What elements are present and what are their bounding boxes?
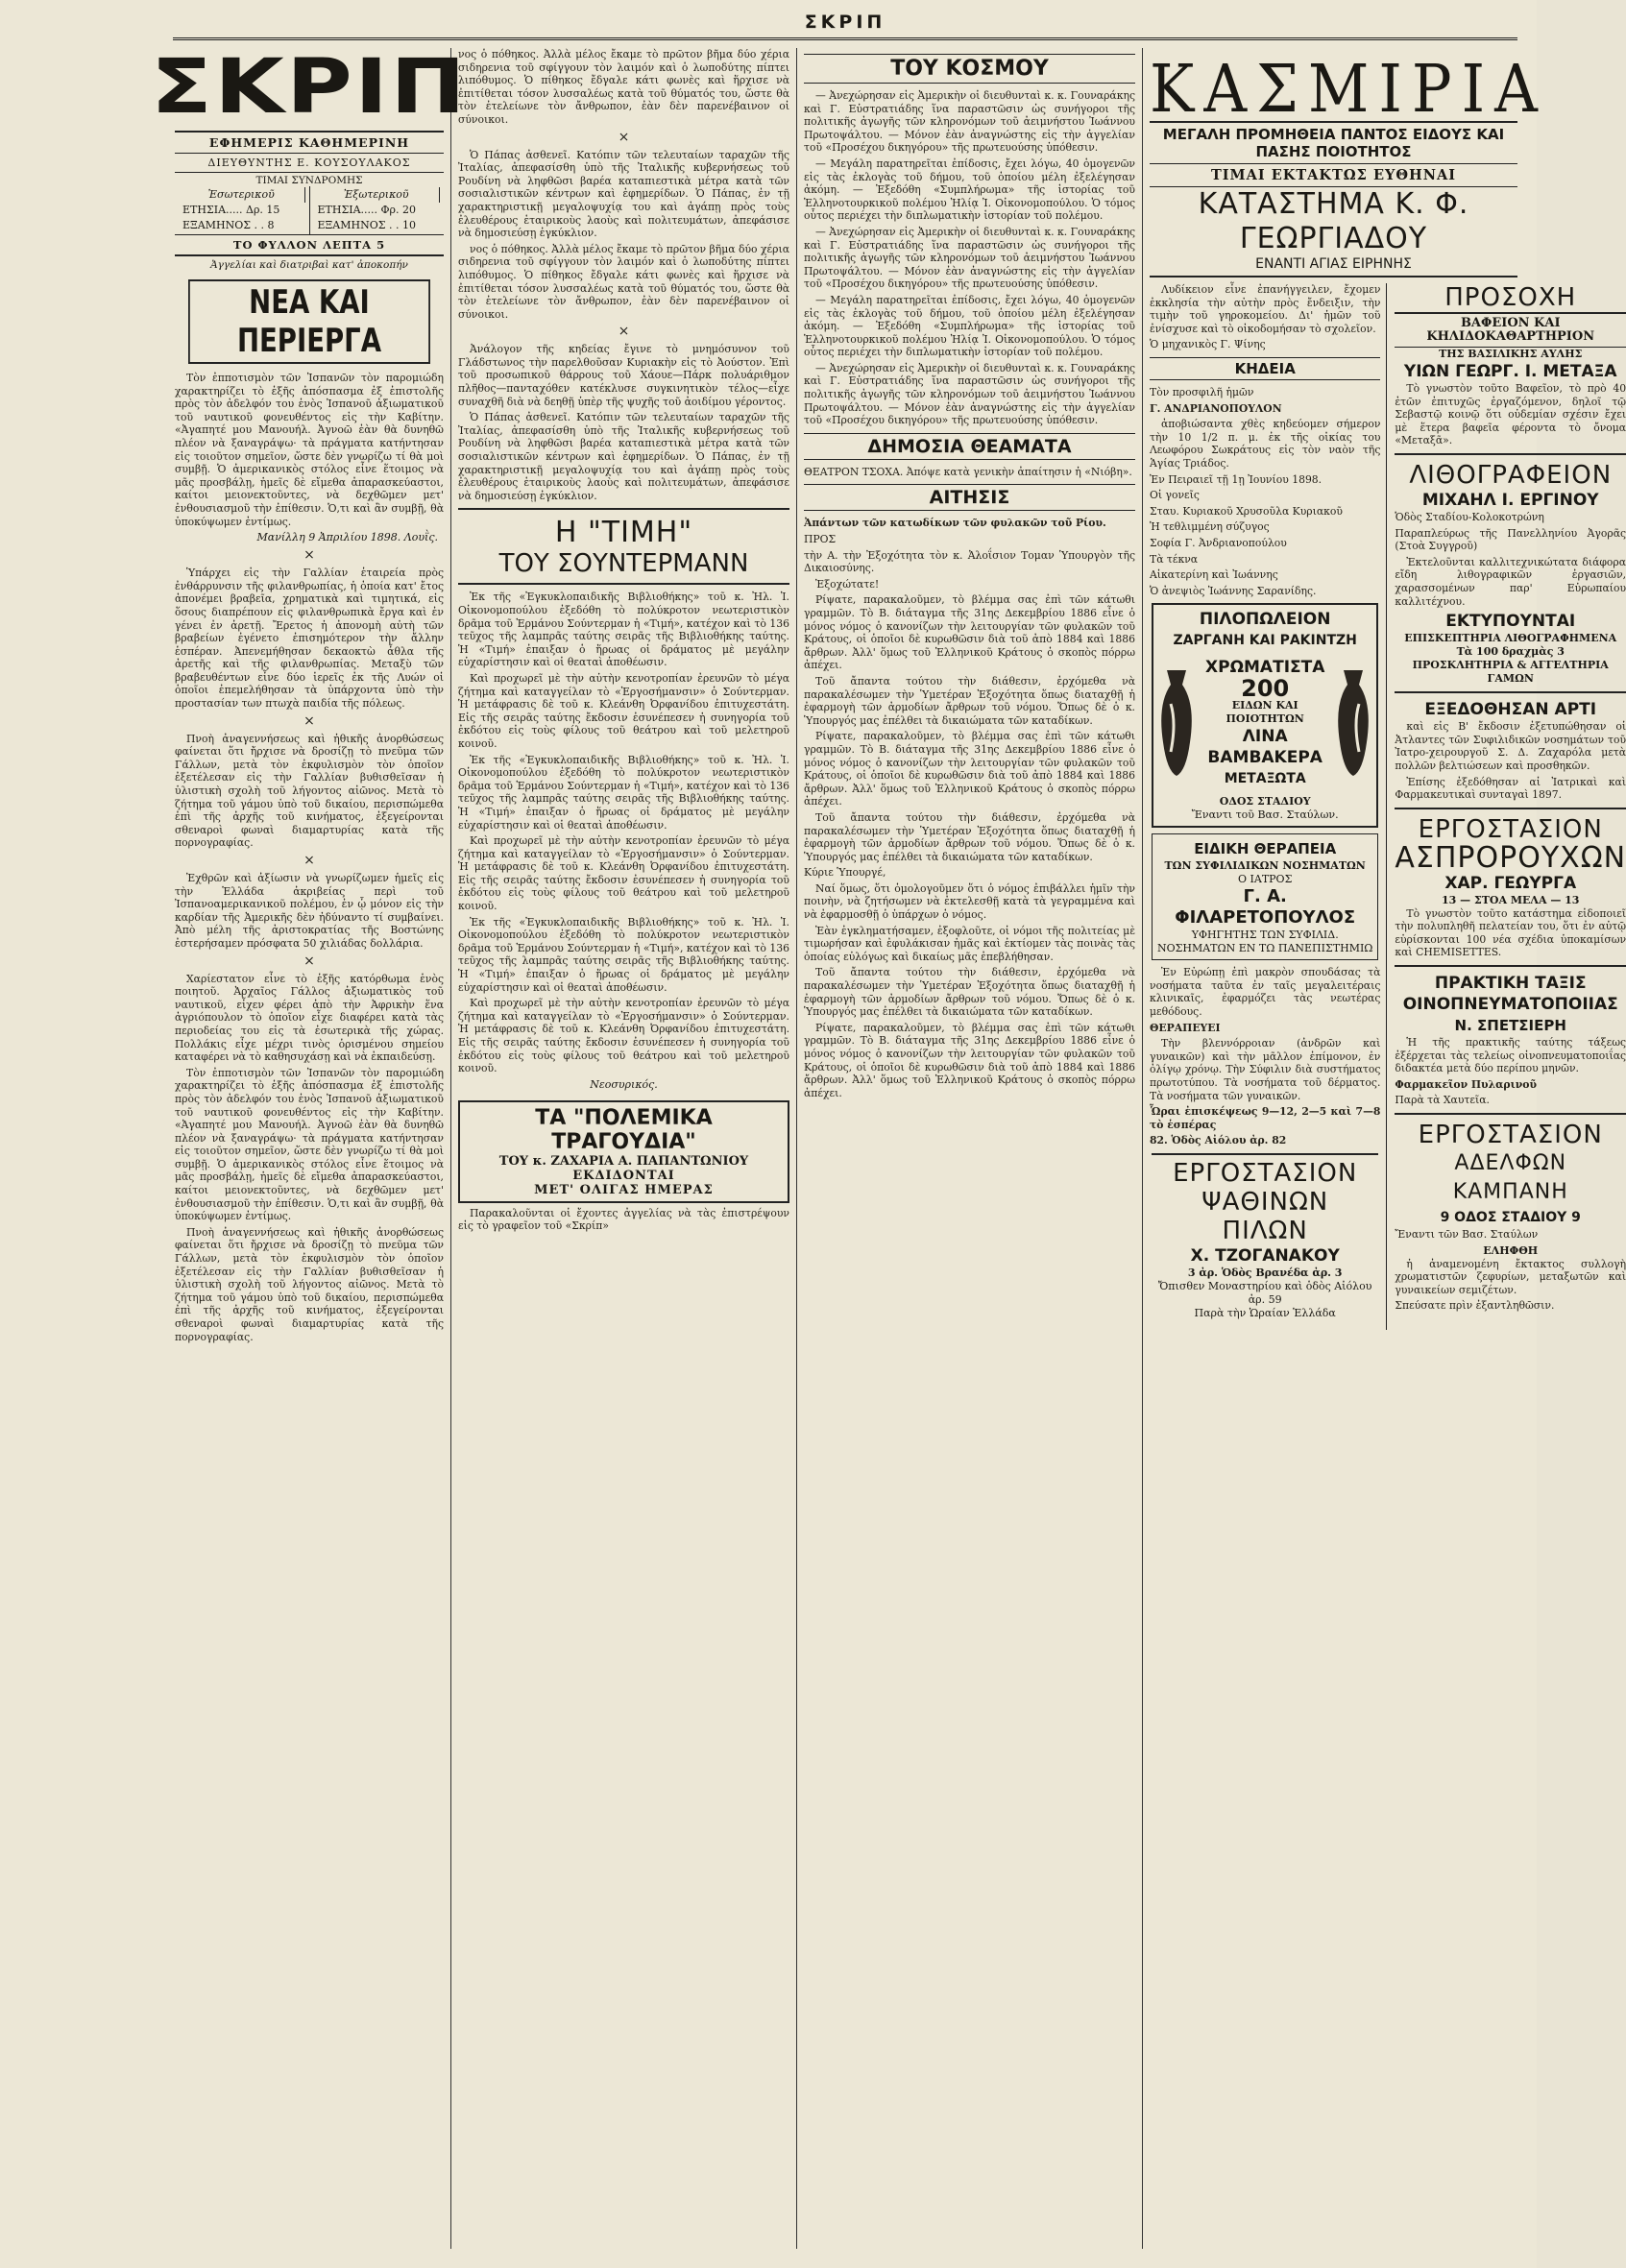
ad-address: ΟΔΟΣ ΣΤΑΔΙΟΥ [1219,795,1311,808]
ad-kasmiria-prices: ΤΙΜΑΙ ΕΚΤΑΚΤΩΣ ΕΥΘΗΝΑΙ [1150,164,1517,187]
ad-adelf-title: ΕΡΓΟΣΤΑΣΙΟΝ [1418,1121,1603,1150]
column-1 [150,44,469,2249]
section-heading-spectacles: ΔΗΜΟΣΙΑ ΘΕΑΜΑΤΑ [804,433,1135,460]
article-paragraph: Πνοὴ ἀναγεννήσεως καὶ ἠθικῆς ἀνορθώσεως φαίνεται ὅτι ἤρχισε νὰ δροσίζῃ τὸ πνεῦμα τῶν Γάλλων, μετὰ τὸν ἐκφυλισμὸν τὸν ὁποῖον ἐξετέλεσαν εἰς τὴν Γαλλίαν βυθισθεῖσαν ἡ ὑλιστικὴ σχολὴ τοῦ λήγοντος αἰῶνος. Μετὰ τὸ ζήτημα τοῦ γάμου ὑπὸ τοῦ δικαίου, περισπώμεθα ἐπὶ τῆς ἀρχῆς τοῦ κινήματος, ἐξεγείρονται σθεναροὶ φωναὶ διαμαρτυρίας κατὰ τῆς πορνογραφίας. [175,732,444,850]
vase-icon [1157,665,1196,781]
ad-text: Παρὰ τὰ Χαυτεῖα. [1395,1094,1490,1107]
ad-line: 200 [1241,675,1290,703]
ad-line: 3 ἀρ. Ὁδὸς Βρανέδα ἀρ. 3 [1187,1267,1343,1279]
ads-left [1150,283,1387,1330]
ad-text: Τὴν βλεννόρροιαν (ἀνδρῶν καὶ γυναικῶν) καὶ τὴν μᾶλλον ἐπίμονον, ἐν ὀλίγῳ χρόνῳ. Τὴν Σύφιλιν διὰ συστήματος πρωτοτύπου. Τὰ νοσήματα τοῦ δέρματος. Τὰ νοσήματα τῶν γυναικῶν. [1150,1037,1381,1102]
separator-cross: × [618,324,630,340]
petition-salutation-2: Κύριε Ὑπουργέ, [804,866,886,880]
price-outer-annual: ΕΤΗΣΙΑ..... Φρ. 20 [317,204,416,216]
ad-vase-block [1157,657,1372,789]
ad-litho-line: Τὰ 100 δραχμὰς 3 [1456,645,1565,659]
ads-split [1150,283,1626,1330]
ad-line: Ὄπισθεν Μοναστηρίου καὶ ὁδὸς Αἰόλου ἀρ. 59 [1157,1280,1372,1306]
article-paragraph: Καὶ προχωρεῖ μὲ τὴν αὐτὴν κενοτροπίαν ἐρευνῶν τὸ μέγα ζήτημα καὶ καταγγείλαν τὸ «Ἐργοσήμανσιν» ὁ Σούντερμαν. Ἡ μετάφρασις δὲ τοῦ κ. Κλεάνθη Ὀρφανίδου ἐπιτυχεστάτη. Εἰς τῆς σειρᾶς ταύτης ἔκδοσιν ἐσυνέπεσεν ἡ συνηγορία τοῦ ἐκδότου εἰς τοὺς φίλους τοῦ θεάτρου καὶ τοῦ μελετηροῦ κοινοῦ. [458,834,789,913]
article-paragraph: νος ὁ πόθηκος. Ἀλλὰ μέλος ἔκαμε τὸ πρῶτον βῆμα δύο χέρια σιδηρενια τοῦ σφίγγουν τὸν λαιμόν καὶ ὁ λωποδύτης πίπτει λιπόθυμος. Ὁ πίθηκος ἔδγαλε κάτι φωνὲς καὶ ἥρχισε νὰ ἐπιτίθεται τόσον λυσσαλέως κατὰ τοῦ θύματός του, ὥστε θὰ τὸν ἐτελείωνε τὸν ἄνθρωπον, ἐὰν δὲν παρενέβαινον οἱ σύνοικοι. [458,242,789,321]
ad-line: ΕΙΔΩΝ ΚΑΙ ΠΟΙΟΤΗΤΩΝ [1226,699,1304,726]
ad-adelf-owner: ΑΔΕΛΦΩΝ ΚΑΜΠΑΝΗ [1452,1151,1568,1205]
funeral-line: Οἱ γονεῖς [1150,489,1200,502]
ad-litho-line: ΕΚΤΥΠΟΥΝΤΑΙ [1445,612,1576,632]
article-signature: Μανίλλη 9 Ἀπριλίου 1898. Λουῒς. [256,531,438,544]
article-paragraph: — Μεγάλη παρατηρεῖται ἐπίδοσις, ἔχει λόγω, 40 ὁμογενῶν εἰς τὰς ἐκλογὰς τοῦ δήμου, τοῦ ὁποίου μέλη ἐξελέγησαν ἀκόμη. — Ἐξεδόθη «Συμπλήρωμα» τῆς ἱστορίας τοῦ Ἑλληνοτουρκικοῦ πολέμου Ἠλίᾳ Ἰ. Οἰκονομοπούλου. Ὁ τόμος οὗτος περιέχει τὴν διπλωματικὴν ἱστορίαν τοῦ πολέμου. [804,293,1135,359]
price-inner-half: ΕΞΑΜΗΝΟΣ . . 8 [182,219,275,231]
ad-vase-text [1205,657,1324,789]
funeral-line: Τὰ τέκνα [1150,552,1199,566]
masthead-title: ΣΚΡΙΠ [150,44,469,131]
ad-therapy [1152,833,1378,960]
article-paragraph: Ρίψατε, παρακαλοῦμεν, τὸ βλέμμα σας ἐπὶ τῶν κάτωθι γραμμῶν. Τὸ Β. διάταγμα τῆς 31ης Δεκεμβρίου 1886 εἶνε ὁ μόνος νόμος ὁ κανονίζων τὴν λειτουργίαν τῶν φυλακῶν τοῦ Κράτους, οἱ ὁποῖοι δὲ κυρωθῶσιν διὰ τοῦ ἀπὸ 1884 καὶ 1886 ἄρθρων. Ἀλλ' ὅμως τοῦ Ἑλληνικοῦ Κράτους ὁ σκοπὸς πόρρω ἀπέχει. [804,1021,1135,1099]
article-heading: Η "ΤΙΜΗ" [554,516,693,550]
ad-prakt-title: ΠΡΑΚΤΙΚΗ ΤΑΞΙΣ [1434,974,1587,994]
ad-line: ΤΩΝ ΣΥΦΙΛΙΔΙΚΩΝ ΝΟΣΗΜΑΤΩΝ [1164,859,1366,873]
article-paragraph: Ναί ὅμως, ὅτι ὁμολογοῦμεν ὅτι ὁ νόμος ἐπιβάλλει ἡμῖν τὴν ποινὴν, νὰ ζητήσωμεν νὰ ἐκτελεσθῇ κατὰ τὰ γεγραμμένα καὶ νὰ ἐφαρμοσθῇ ὁ ὑπάρχων ὁ νόμος. [804,881,1135,922]
ad-text: Ὁδὸς Σταδίου-Κολοκοτρώνη [1395,510,1544,523]
section-heading-world: ΤΟΥ ΚΟΣΜΟΥ [804,54,1135,84]
vase-icon [1334,665,1372,781]
price-outer-half: ΕΞΑΜΗΝΟΣ . . 10 [317,219,416,231]
ad-dyers: ΒΑΦΕΙΟΝ ΚΑΙ ΚΗΛΙΔΟΚΑΘΑΡΤΗΡΙΟΝ [1395,314,1626,348]
article-paragraph: — Μεγάλη παρατηρεῖται ἐπίδοσις, ἔχει λόγω, 40 ὁμογενῶν εἰς τὰς ἐκλογὰς τοῦ δήμου, τοῦ ὁποίου μέλη ἐξελέγησαν ἀκόμη. — Ἐξεδόθη «Συμπλήρωμα» τῆς ἱστορίας τοῦ Ἑλληνοτουρκικοῦ πολέμου Ἠλίᾳ Ἰ. Οἰκονομοπούλου. Ὁ τόμος οὗτος περιέχει τὴν διπλωματικὴν ἱστορίαν τοῦ πολέμου. [804,157,1135,223]
banner-announcement [458,1100,789,1203]
article-paragraph: Ὑπάρχει εἰς τὴν Γαλλίαν ἑταιρεία πρὸς ἐνθάρρυνσιν τῆς φιλανθρωπίας, ἡ ὁποία κατ' ἔτος ἀπονέμει βραβεῖα, χρηματικὰ καὶ τιμητικά, εἰς ὅσους διαπρέπουν εἰς φιλανθρωπικὰ ἔργα καὶ ἐν γένει ἐν ἀρετῇ. Ἔρετος ἡ ἀπονομὴ αὐτὴ τῶν βραβείων ἐγένετο ἐπισημότερον τὴν ἄλλην ἑσπέραν. Ἀπενεμήθησαν δεκαοκτὼ ἆθλα τῆς ἀρετῆς καὶ τῆς φιλανθρωπίας. Μεταξὺ τῶν βραβευθέντων εἶνε δύο ἱερεῖς ἐκ τῆς Λυών οἱ ὁποῖοι ἐπεμελήθησαν τὰ ὑπάρχοντα ὑπὸ τὴν προστασίαν των πτωχὰ παιδία τῆς πόλεως. [175,567,444,711]
ad-kasmiria-title: ΚΑΣΜΙΡΙΑ [1150,50,1547,128]
ad-adelf-address: 9 ΟΔΟΣ ΣΤΑΔΙΟΥ 9 [1440,1210,1581,1226]
ad-text: Παραπλεύρως τῆς Πανελληνίου Ἀγορᾶς (Στοὰ Συγγροῦ) [1395,526,1626,553]
article-paragraph: Ἀνάλογον τῆς κηδείας ἔγινε τὸ μνημόσυνον τοῦ Γλάδστωνος τὴν παρελθοῦσαν Κυριακὴν εἰς τὸ Ἀούστον. Ἐπὶ τοῦ προσωπικοῦ θάρρους τοῦ Χάουε—Πάρκ πολυάριθμον πλῆθος—πανταχόθεν κατέκλυσε συγκινητικὸν τέλος—εἶχε συναχθῆ διὰ νὰ δεηθῇ ὑπὲρ τῆς ψυχῆς τοῦ ἀοιδίμου γέροντος. [458,343,789,408]
ad-owners: ΖΑΡΓΑΝΗ ΚΑΙ ΡΑΚΙΝΤΖΗ [1173,633,1357,649]
ad-aspro-title: ΕΡΓΟΣΤΑΣΙΟΝ [1418,814,1603,844]
divider [1395,453,1626,455]
ad-line: ΛΙΝΑ [1242,727,1288,747]
column-4-ads [1150,48,1626,2249]
running-head-title: ΣΚΡΙΠ [804,12,886,33]
banner-status: ΕΚΔΙΔΟΝΤΑΙ [572,1168,675,1183]
ad-kasmiria-store: ΚΑΤΑΣΤΗΜΑ Κ. Φ. ΓΕΩΡΓΙΑΔΟΥ [1198,187,1469,255]
article-paragraph: νος ὁ πόθηκος. Ἀλλὰ μέλος ἔκαμε τὸ πρῶτον βῆμα δύο χέρια σιδηρενια τοῦ σφίγγουν τὸν λαιμόν καὶ ὁ λωποδύτης πίπτει λιπόθυμος. Ὁ πίθηκος ἔδγαλε κάτι φωνὲς καὶ ἥρχισε νὰ ἐπιτίθεται τόσον λυσσαλέως κατὰ τοῦ θύματός του, ὥστε θὰ τὸν ἐτελείωνε τὸν ἄνθρωπον, ἐὰν δὲν παρενέβαινον οἱ σύνοικοι. [458,48,789,126]
ad-title: ΕΡΓΟΣΤΑΣΙΟΝ [1173,1159,1358,1188]
article-paragraph: Καὶ προχωρεῖ μὲ τὴν αὐτὴν κενοτροπίαν ἐρευνῶν τὸ μέγα ζήτημα καὶ καταγγείλαν τὸ «Ἐργοσήμανσιν» ὁ Σούντερμαν. Ἡ μετάφρασις δὲ τοῦ κ. Κλεάνθη Ὀρφανίδου ἐπιτυχεστάτη. Εἰς τῆς σειρᾶς ταύτης ἔκδοσιν ἐσυνέπεσεν ἡ συνηγορία τοῦ ἐκδότου εἰς τοὺς φίλους τοῦ θεάτρου καὶ τοῦ μελετηροῦ κοινοῦ. [458,997,789,1075]
column-3 [804,48,1135,2249]
ad-text: Φαρμακεῖον Πυλαρινοῦ [1395,1077,1537,1091]
article-paragraph: — Ἀνεχώρησαν εἰς Ἀμερικὴν οἱ διευθυνταὶ κ. κ. Γουναράκης καὶ Γ. Εὐστρατιάδης ἵνα παραστῶσιν ὡς συνήγοροι τῆς πολιτικῆς ἀγωγῆς τῶν κληρονόμων τοῦ ἀειμνήστου Ἰωάννου Πρωτοψάλτου. — Μόνον ἐὰν ἀναγνώστης εἰς τὴν ἀγγελίαν τοῦ «Προσέχου δικηγόρου» τῆς πρωτευούσης ὑπόθεσιν. [804,361,1135,427]
column-rule [1142,48,1143,2249]
masthead-director: ΔΙΕΥΘΥΝΤΗΣ Ε. ΚΟΥΣΟΥΛΑΚΟΣ [175,154,444,173]
article-paragraph: Χαρίεστατον εἶνε τὸ ἑξῆς κατόρθωμα ἑνὸς ποιητοῦ. Ἀρχαῖος Γάλλος ἀξιωματικὸς τοῦ ναυτικοῦ, εἶχεν φέρει ἀπὸ τὴν Ἀφρικὴν ἕνα ἀγριόπουλον τὸ ὁποῖον εἶχε διαφέρει κατὰ τὰς περιοδείας του εἰς τὰ ἐσωτερικὰ τῆς χώρας. Πολλάκις εἶχε μέχρι τινὸς ὁρισμένου σημείου καταφέρει νὰ τὸ καθησυχάσῃ καὶ νὰ ἐκπαιδεύσῃ. [175,972,444,1064]
article-paragraph: Ἐκ τῆς «Ἐγκυκλοπαιδικῆς Βιβλιοθήκης» τοῦ κ. Ἠλ. Ἰ. Οἰκονομοπούλου ἐξεδόθη τὸ πολύκροτον νεωτεριστικὸν δρᾶμα τοῦ Ἑρμάνου Σούντερμαν ἡ «Τιμή», κατέχον καὶ τὸ 136 τεῦχος τῆς λαμπρᾶς ταύτης σειρᾶς τῆς Βιβλιοθήκης ταύτης. Ἡ «Τιμή» ἐπαιξαν ὁ ἥρωας οἱ δράματος μὲ μεγάλην εὐχαρίστησιν καὶ οἱ θεαταὶ ἀποθέωσιν. [458,915,789,994]
ad-kasmiria-address: ΕΝΑΝΤΙ ΑΓΙΑΣ ΕΙΡΗΝΗΣ [1150,256,1517,277]
ad-hats-factory [1152,1153,1378,1324]
ad-owner: Χ. ΤΖΟΓΑΝΑΚΟΥ [1190,1246,1340,1266]
column-2 [458,48,789,2249]
ad-text: 82. Ὁδὸς Αἰόλου ἀρ. 82 [1150,1134,1287,1147]
separator-cross: × [303,547,315,564]
ad-line: Ο ΙΑΤΡΟΣ [1238,873,1293,886]
ad-text: Ὧραι ἐπισκέψεως 9—12, 2—5 καὶ 7—8 τὸ ἑσπέρας [1150,1105,1381,1131]
article-signature: Νεοσυρικός. [590,1077,658,1091]
price-inner-annual: ΕΤΗΣΙΑ..... Δρ. 15 [182,204,280,216]
ad-text: Ὁ μηχανικὸς Γ. Ψίνης [1150,338,1266,351]
banner-author: ΤΟΥ κ. ΖΑΧΑΡΙΑ Α. ΠΑΠΑΝΤΩΝΙΟΥ [498,1153,749,1169]
article-paragraph: Ρίψατε, παρακαλοῦμεν, τὸ βλέμμα σας ἐπὶ τῶν κάτωθι γραμμῶν. Τὸ Β. διάταγμα τῆς 31ης Δεκεμβρίου 1886 εἶνε ὁ μόνος νόμος ὁ κανονίζων τὴν λειτουργίαν τῶν φυλακῶν τοῦ Κράτους, οἱ ὁποῖοι δὲ κυρωθῶσιν διὰ τοῦ ἀπὸ 1884 καὶ 1886 ἄρθρων. Ἀλλ' ὅμως τοῦ Ἑλληνικοῦ Κράτους ὁ σκοπὸς πόρρω ἀπέχει. [804,593,1135,672]
ad-litho-line: ΕΠΙΣΚΕΠΤΗΡΙΑ ΛΙΘΟΓΡΑΦΗΜΕΝΑ [1404,632,1617,645]
section-heading-petition: ΑΙΤΗΣΙΣ [804,484,1135,511]
price-outer [310,186,445,234]
masthead-subtitle: ΕΦΗΜΕΡΙΣ ΚΑΘΗΜΕΡΙΝΗ [175,131,444,154]
ad-prakt-owner: Ν. ΣΠΕΤΣΙΕΡΗ [1454,1017,1566,1035]
ad-line: ΥΦΗΓΗΤΗΣ ΤΩΝ ΣΥΦΙΛΙΔ. ΝΟΣΗΜΑΤΩΝ ΕΝ ΤΩ ΠΑΝΕΠΙΣΤΗΜΙΩ [1156,929,1373,955]
ad-litho-title: ΛΙΘΟΓΡΑΦΕΙΟΝ [1409,460,1613,490]
ad-doctor: Γ. Α. ΦΙΛΑΡΕΤΟΠΟΥΛΟΣ [1175,886,1356,929]
divider [1395,965,1626,967]
inner-label: Ἐσωτερικοῦ [179,187,305,203]
ad-line: ΒΑΜΒΑΚΕΡΑ [1207,748,1323,768]
funeral-line: Αἰκατερίνη καὶ Ἰωάννης [1150,568,1278,582]
funeral-date: Ἐν Πειραιεῖ τῇ 1ῃ Ἰουνίου 1898. [1150,472,1323,486]
petition-from: Ἀπάντων τῶν κατωδίκων τῶν φυλακῶν τοῦ Ρίου. [804,517,1106,530]
subscription-prices [175,186,444,235]
divider [1395,1113,1626,1115]
section-heading-funeral: ΚΗΔΕΙΑ [1150,357,1380,380]
separator-cross: × [303,712,315,729]
ad-litho-line: ΠΡΟΣΚΛΗΤΗΡΙΑ & ΑΓΓΕΛΤΗΡΙΑ [1412,659,1609,672]
ad-atlas-title: ΕΞΕΔΟΘΗΣΑΝ ΑΡΤΙ [1424,700,1597,720]
funeral-name: Γ. ΑΝΔΡΙΑΝΟΠΟΥΛΟΝ [1150,401,1282,415]
ad-line: ΜΕΤΑΞΩΤΑ [1224,771,1306,787]
article-paragraph: Καὶ προχωρεῖ μὲ τὴν αὐτὴν κενοτροπίαν ἐρευνῶν τὸ μέγα ζήτημα καὶ καταγγείλαν τὸ «Ἐργοσήμανσιν» ὁ Σούντερμαν. Ἡ μετάφρασις δὲ τοῦ κ. Κλεάνθη Ὀρφανίδου ἐπιτυχεστάτη. Εἰς τῆς σειρᾶς ταύτης ἔκδοσιν ἐσυνέπεσεν ἡ συνηγορία τοῦ ἐκδότου εἰς τοὺς φίλους τοῦ θεάτρου καὶ τοῦ μελετηροῦ κοινοῦ. [458,671,789,750]
funeral-line: Τὸν προσφιλῆ ἡμῶν [1150,385,1254,398]
ad-prosoxh: ΠΡΟΣΟΧΗ [1395,283,1626,314]
article-paragraph: Ἐὰν ἐγκληματήσαμεν, ἐξοφλοῦτε, οἱ νόμοι τῆς πολιτείας μὲ τιμωρήσαν καὶ ἐφυλάκισαν ἡμᾶς καὶ ἐκτίομεν τὰς ποινὰς τὰς ὁποίας εὐλόγως καὶ δικαίως μᾶς ἐπεβλήθησαν. [804,924,1135,963]
ad-kasmiria-line: ΜΕΓΑΛΗ ΠΡΟΜΗΘΕΙΑ ΠΑΝΤΟΣ ΕΙΔΟΥΣ ΚΑΙ ΠΑΣΗΣ ΠΟΙΟΤΗΤΟΣ [1150,121,1517,164]
article-paragraph: Ἐκ τῆς «Ἐγκυκλοπαιδικῆς Βιβλιοθήκης» τοῦ κ. Ἠλ. Ἰ. Οἰκονομοπούλου ἐξεδόθη τὸ πολύκροτον νεωτεριστικὸν δρᾶμα τοῦ Ἑρμάνου Σούντερμαν ἡ «Τιμή», κατέχον καὶ τὸ 136 τεῦχος τῆς λαμπρᾶς ταύτης σειρᾶς τῆς Βιβλιοθήκης ταύτης. Ἡ «Τιμή» ἐπαιξαν ὁ ἥρωας οἱ δράματος μὲ μεγάλην εὐχαρίστησιν καὶ οἱ θεαταὶ ἀποθέωσιν. [458,591,789,669]
ad-text: Ἡ τῆς πρακτικῆς ταύτης τάξεως ἐξέρχεται τὰς τελείως οἰνοπνευματοποιΐας διδακτέα μετὰ δύο περίπου μηνῶν. [1395,1036,1626,1075]
ad-aspro-title-2: ΑΣΠΡΟΡΟΥΧΩΝ [1395,840,1626,875]
ad-text: Λυδίκειον εἶνε ἐπανήγγειλεν, ἔχομεν ἐκκλησία τὴν αὐτὴν πρὸς ἔνδειξιν, τὴν τιμὴν τοῦ γηροκομείου. Δι' ἡμῶν τοῦ ἐνίσχυσε καὶ τὸ οἰκοδομήσαν τὸ σχολεῖον. [1150,283,1381,335]
ad-text: Σπεύσατε πρὶν ἐξαντληθῶσιν. [1395,1299,1555,1313]
article-paragraph: Τὸν ἐπποτισμὸν τῶν Ἰσπανῶν τὸν παρομιώδη χαρακτηρίζει τὸ ἑξῆς ἀπόσπασμα ἐξ ἐπιστολῆς πρὸς τὸν ἀδελφόν του ἑνὸς Ἰσπανοῦ ἀξιωματικοῦ τοῦ ναυτικοῦ φονευθέντος εἰς τὴν Καβίτην. «Ἀγαπητέ μου Μανουήλ. Ἀγνοῶ ἐὰν θὰ δυνηθῶ πλέον νὰ ξαναγράψω· τὰ πράγματα κατήντησαν εἰς τοιοῦτον σημεῖον, ὥστε δὲν γνωρίζω τί θὰ μοὶ συμβῇ. Ὁ ἀμερικανικὸς στόλος εἶνε ἕτοιμος νὰ μᾶς προσβάλῃ, ἡμεῖς δὲ εἴμεθα ἀπαρασκεύαστοι, καίτοι μειονεκτοῦντες, νὰ δεχθῶμεν μετ' ἐνθουσιασμοῦ τὴν ἐπίθεσιν. Ὁ,τι καὶ ἂν συμβῇ, θὰ ὑποκύψωμεν ἐντίμως. [175,1066,444,1223]
column-rule [450,48,451,2249]
ad-title: ΨΑΘΙΝΩΝ ΠΙΛΩΝ [1201,1188,1329,1245]
article-paragraph: Τὸν ἐπποτισμὸν τῶν Ἰσπανῶν τὸν παρομιώδη χαρακτηρίζει τὸ ἑξῆς ἀπόσπασμα ἐξ ἐπιστολῆς πρὸς τὸν ἀδελφόν του ἑνὸς Ἰσπανοῦ ἀξιωματικοῦ τοῦ ναυτικοῦ φονευθέντος εἰς τὴν Καβίτην. «Ἀγαπητέ μου Μανουήλ. Ἀγνοῶ ἐὰν θὰ δυνηθῶ πλέον νὰ ξαναγράψω· τὰ πράγματα κατήντησαν εἰς τοιοῦτον σημεῖον, ὥστε δὲν γνωρίζω τί θὰ μοὶ συμβῇ. Ὁ ἀμερικανικὸς στόλος εἶνε ἕτοιμος νὰ μᾶς προσβάλῃ, ἡμεῖς δὲ εἴμεθα ἀπαρασκεύαστοι, καίτοι μειονεκτοῦντες, νὰ δεχθῶμεν μετ' ἐνθουσιασμοῦ τὴν ἐπίθεσιν. Ὁ,τι καὶ ἂν συμβῇ, θὰ ὑποκύψωμεν ἐντίμως. [175,372,444,528]
article-paragraph: Τοῦ ἄπαντα τούτου τὴν διάθεσιν, ἐρχόμεθα νὰ παρακαλέσωμεν τὴν Ὑμετέραν Ἐξοχότητα ὅπως διαταχθῇ ἡ ἐφαρμογὴ τῶν ἀρμοδίων ἄρθρων τοῦ νόμου. Ὅπως δὲ ὁ κ. Ὑπουργός μας ἐπέλθει τὰ δικαιώματα τῶν καταδίκων. [804,674,1135,727]
ads-note: Ἀγγελίαι καὶ διατριβαὶ κατ' ἀποκοπήν [210,259,408,271]
ad-text: Τὸ γνωστὸν τοῦτο Βαφεῖον, τὸ πρὸ 40 ἐτῶν ἐπιτυχῶς ἐργαζόμενον, δηλοῖ τῷ Σεβαστῷ κοινῷ ὅτι οὐδεμίαν σχέσιν ἔχει μὲ ἕτερα βαφεῖα φέροντα τὸ ὄνομα «Μεταξᾶ». [1395,382,1626,447]
separator-cross: × [618,129,630,145]
article-paragraph: — Ἀνεχώρησαν εἰς Ἀμερικὴν οἱ διευθυνταὶ κ. κ. Γουναράκης καὶ Γ. Εὐστρατιάδης ἵνα παραστῶσιν ὡς συνήγοροι τῆς πολιτικῆς ἀγωγῆς τῶν κληρονόμων τοῦ ἀειμνήστου Ἰωάννου Πρωτοψάλτου. — Μόνον ἐὰν ἀναγνώστης εἰς τὴν ἀγγελίαν τοῦ «Προσέχου δικηγόρου» τῆς πρωτευούσης ὑπόθεσιν. [804,225,1135,291]
article-paragraph: Ἐκ τῆς «Ἐγκυκλοπαιδικῆς Βιβλιοθήκης» τοῦ κ. Ἠλ. Ἰ. Οἰκονομοπούλου ἐξεδόθη τὸ πολύκροτον νεωτεριστικὸν δρᾶμα τοῦ Ἑρμάνου Σούντερμαν ἡ «Τιμή», κατέχον καὶ τὸ 136 τεῦχος τῆς λαμπρᾶς ταύτης σειρᾶς τῆς Βιβλιοθήκης ταύτης. Ἡ «Τιμή» ἐπαιξαν ὁ ἥρωας οἱ δράματος μὲ μεγάλην εὐχαρίστησιν καὶ οἱ θεαταὶ ἀποθέωσιν. [458,753,789,832]
ad-line: ΧΡΩΜΑΤΙΣΤΑ [1205,658,1325,678]
funeral-line: Ὁ ἀνεψιὸς Ἰωάννης Σαρανίδης. [1150,584,1317,597]
article-paragraph: — Ἀνεχώρησαν εἰς Ἀμερικὴν οἱ διευθυνταὶ κ. κ. Γουναράκης καὶ Γ. Εὐστρατιάδης ἵνα παραστῶσιν ὡς συνήγοροι τῆς πολιτικῆς ἀγωγῆς τῶν κληρονόμων τοῦ ἀειμνήστου Ἰωάννου Πρωτοψάλτου. — Μόνον ἐὰν ἀναγνώστης εἰς τὴν ἀγγελίαν τοῦ «Προσέχου δικηγόρου» τῆς πρωτευούσης ὑπόθεσιν. [804,89,1135,155]
ad-address: Ἔναντι τοῦ Βασ. Σταύλων. [1191,808,1339,822]
article-paragraph: Ἐχθρῶν καὶ ἀξίωσιν νὰ γνωρίζωμεν ἡμεῖς εἰς τὴν Ἑλλάδα ἀκριβείας περὶ τοῦ Ἰσπανοαμερικανικοῦ πολέμου, ἐν ᾧ μόνον εἰς τὴν καρδίαν τῆς Ἀμερικῆς δὲν ἠδύναντο τί συμβαίνει. Ἀπὸ μέλη τῆς ἀριστοκρατίας τῆς Βοστώνης ἐστερήσαμεν πρόσφατα 50 χιλιάδας δολλάρια. [175,872,444,950]
ad-pilopoleion [1152,603,1378,828]
petition-to-label: ΠΡΟΣ [804,533,837,546]
ad-text: Ἐπίσης ἐξεδόθησαν αἱ Ἰατρικαὶ καὶ Φαρμακευτικαὶ συνταγαὶ 1897. [1395,775,1626,802]
funeral-line: Ἡ τεθλιμμένη σύζυγος [1150,520,1270,534]
banner-when: ΜΕΤ' ΟΛΙΓΑΣ ΗΜΕΡΑΣ [534,1182,714,1197]
ads-right [1395,283,1626,1330]
article-paragraph: Τοῦ ἄπαντα τούτου τὴν διάθεσιν, ἐρχόμεθα νὰ παρακαλέσωμεν τὴν Ὑμετέραν Ἐξοχότητα ὅπως διαταχθῇ ἡ ἐφαρμογὴ τῶν ἀρμοδίων ἄρθρων τοῦ νόμου. Ὅπως δὲ ὁ κ. Ὑπουργός μας ἐπέλθει τὰ δικαιώματα τῶν καταδίκων. [804,966,1135,1019]
petition-recipient: τὴν Α. τὴν Ἐξοχότητα τὸν κ. Ἀλοΐσιον Τομαν Ὑπουργὸν τῆς Δικαιοσύνης. [804,548,1135,575]
funeral-line: Σταυ. Κυριακοῦ Χρυσοῦλα Κυριακοῦ [1150,504,1343,518]
article-paragraph: Παρακαλοῦνται οἱ ἔχοντες ἀγγελίας νὰ τὰς ἐπιστρέψουν εἰς τὸ γραφεῖον τοῦ «Σκρίπ» [458,1206,789,1233]
ad-text: καὶ εἰς Β' ἔκδοσιν ἐξετυπώθησαν οἱ Ἀτλαντες τῶν Συφιλιδικῶν νοσημάτων τοῦ Ἰατρο-χειρουργοῦ Σ. Δ. Ζαχαρόλα μετὰ πολλῶν βελτιώσεων καὶ προσθηκῶν. [1395,720,1626,772]
ad-dyers-3: ΥΙΩΝ ΓΕΩΡΓ. Ι. ΜΕΤΑΞΑ [1403,362,1617,381]
issue-price: ΤΟ ΦΥΛΛΟΝ ΛΕΠΤΑ 5 [175,235,444,256]
outer-label: Ἐξωτερικοῦ [314,187,441,203]
price-inner [175,186,310,234]
section-heading-news: ΝΕΑ ΚΑΙ ΠΕΡΙΕΡΓΑ [188,279,430,364]
funeral-line: Σοφία Γ. Ἀνδριανοπούλου [1150,536,1287,549]
column-rule [796,48,797,2249]
divider [1395,691,1626,693]
subscription-label: ΤΙΜΑΙ ΣΥΝΔΡΟΜΗΣ [255,175,363,186]
separator-cross: × [303,953,315,969]
article-paragraph: Τοῦ ἄπαντα τούτου τὴν διάθεσιν, ἐρχόμεθα νὰ παρακαλέσωμεν τὴν Ὑμετέραν Ἐξοχότητα ὅπως διαταχθῇ ἡ ἐφαρμογὴ τῶν ἀρμοδίων ἄρθρων τοῦ νόμου. Ὅπως δὲ ὁ κ. Ὑπουργός μας ἐπέλθει τὰ δικαιώματα τῶν καταδίκων. [804,810,1135,863]
funeral-text: ἀποβιώσαντα χθὲς κηδεύομεν σήμερον τὴν 10 1/2 π. μ. ἐκ τῆς οἰκίας του Λεωφόρου Σωκράτους εἰς τὸν ναὸν τῆς Ἁγίας Τριάδος. [1150,418,1381,470]
ad-prakt-title-2: ΟΙΝΟΠΝΕΥΜΑΤΟΠΟΙΙΑΣ [1402,995,1618,1015]
ad-adelf-line: ΕΛΗΦΘΗ [1483,1243,1539,1257]
ad-title: ΠΙΛΟΠΩΛΕΙΟΝ [1199,610,1331,630]
ad-aspro-owner: ΧΑΡ. ΓΕΩΥΡΓΑ [1444,873,1577,893]
separator-cross: × [303,853,315,868]
ad-text: Ἐκτελοῦνται καλλιτεχνικώτατα διάφορα εἴδη λιθογραφικῶν ἐργασιῶν, χαρασσομένων παρ' Εὐρωπαίου καλλιτέχνου. [1395,555,1626,608]
banner-title: ΤΑ "ΠΟΛΕΜΙΚΑ ΤΡΑΓΟΥΔΙΑ" [535,1105,713,1154]
theatre-notice: ΘΕΑΤΡΟΝ ΤΣΟΧΑ. Ἀπόψε κατὰ γενικὴν ἀπαίτησιν ἡ «Νιόβη». [804,465,1132,478]
ad-text: Ἐν Εὐρώπῃ ἐπὶ μακρὸν σπουδάσας τὰ νοσήματα ταῦτα ἐν ταῖς μεγαλειτέραις κλινικαῖς, ἐφαρμόζει τὰς νεωτέρας μεθόδους. [1150,966,1381,1019]
ad-line: Παρὰ τὴν Ὡραίαν Ἑλλάδα [1194,1307,1336,1319]
ad-text: ΘΕΡΑΠΕΥΕΙ [1150,1021,1221,1034]
ad-text: Τὸ γνωστὸν τοῦτο κατάστημα εἰδοποιεῖ τὴν πολυπληθῆ πελατείαν του, ὅτι ἐν αὐτῷ εὑρίσκονται 100 νέα σχέδια ὑποκαμίσων καὶ CHEMISETTES. [1395,906,1626,959]
article-paragraph: Ρίψατε, παρακαλοῦμεν, τὸ βλέμμα σας ἐπὶ τῶν κάτωθι γραμμῶν. Τὸ Β. διάταγμα τῆς 31ης Δεκεμβρίου 1886 εἶνε ὁ μόνος νόμος ὁ κανονίζων τὴν λειτουργίαν τῶν φυλακῶν τοῦ Κράτους, οἱ ὁποῖοι δὲ κυρωθῶσιν διὰ τοῦ ἀπὸ 1884 καὶ 1886 ἄρθρων. Ἀλλ' ὅμως τοῦ Ἑλληνικοῦ Κράτους ὁ σκοπὸς πόρρω ἀπέχει. [804,730,1135,808]
petition-salutation: Ἐξοχώτατε! [815,577,880,591]
ad-litho-line: ΓΑΜΩΝ [1487,672,1534,686]
article-subheading: ΤΟΥ ΣΟΥΝΤΕΡΜΑΝΝ [458,550,789,585]
ad-text: ἡ ἀναμενομένη ἔκτακτος συλλογὴ χρωματιστῶν ζεφυρίων, μεταξωτῶν καὶ γυναικείων σεμιζέτων. [1395,1257,1626,1296]
ad-dyers-2: ΤΗΣ ΒΑΣΙΛΙΚΗΣ ΑΥΛΗΣ [1439,348,1583,360]
divider [1395,808,1626,809]
divider [458,508,789,510]
ad-aspro-address: 13 — ΣΤΟΑ ΜΕΛΑ — 13 [1441,893,1580,906]
ad-litho-owner: ΜΙΧΑΗΛ Ι. ΕΡΓΙΝΟΥ [1421,490,1599,510]
ad-text: Ἔναντι τῶν Βασ. Σταύλων [1395,1228,1539,1242]
ad-title: ΕΙΔΙΚΗ ΘΕΡΑΠΕΙΑ [1194,840,1337,858]
running-head [173,12,1517,40]
article-paragraph: Πνοὴ ἀναγεννήσεως καὶ ἠθικῆς ἀνορθώσεως φαίνεται ὅτι ἤρχισε νὰ δροσίζῃ τὸ πνεῦμα τῶν Γάλλων, μετὰ τὸν ἐκφυλισμὸν τὸν ὁποῖον ἐξετέλεσαν εἰς τὴν Γαλλίαν βυθισθεῖσαν ἡ ὑλιστικὴ σχολὴ τοῦ λήγοντος αἰῶνος. Μετὰ τὸ ζήτημα τοῦ γάμου ὑπὸ τοῦ δικαίου, περισπώμεθα ἐπὶ τῆς ἀρχῆς τοῦ κινήματος, ἐξεγείρονται σθεναροὶ φωναὶ διαμαρτυρίας κατὰ τῆς πορνογραφίας. [175,1225,444,1343]
article-paragraph: Ὁ Πάπας ἀσθενεῖ. Κατόπιν τῶν τελευταίων ταραχῶν τῆς Ἰταλίας, ἀπεφασίσθη ὑπὸ τῆς Ἰταλικῆς κυβερνήσεως τοῦ Ρουδίνη νὰ ληφθῶσι βαρέα καταπιεστικὰ μέτρα κατὰ τῶν σοσιαλιστικῶν κέντρων καὶ ἐφημερίδων. Ὁ Πάπας, ἐν τῇ χαρακτηριστικῇ μεγαλοψυχίᾳ του καὶ ἀγάπῃ πρὸς τοὺς ἐλευθέρους ἑταιρικοὺς λαοὺς καὶ πολιτευμάτων, ἀπεφάσισε νὰ δημοσιεύσῃ ἐγκύκλιον. [458,411,789,502]
article-paragraph: Ὁ Πάπας ἀσθενεῖ. Κατόπιν τῶν τελευταίων ταραχῶν τῆς Ἰταλίας, ἀπεφασίσθη ὑπὸ τῆς Ἰταλικῆς κυβερνήσεως τοῦ Ρουδίνη νὰ ληφθῶσι βαρέα καταπιεστικὰ μέτρα κατὰ τῶν σοσιαλιστικῶν κέντρων καὶ ἐφημερίδων. Ὁ Πάπας, ἐν τῇ χαρακτηριστικῇ μεγαλοψυχίᾳ του καὶ ἀγάπῃ πρὸς τοὺς ἐλευθέρους ἑταιρικοὺς λαοὺς καὶ πολιτευμάτων, ἀπεφάσισε νὰ δημοσιεύσῃ ἐγκύκλιον. [458,148,789,240]
